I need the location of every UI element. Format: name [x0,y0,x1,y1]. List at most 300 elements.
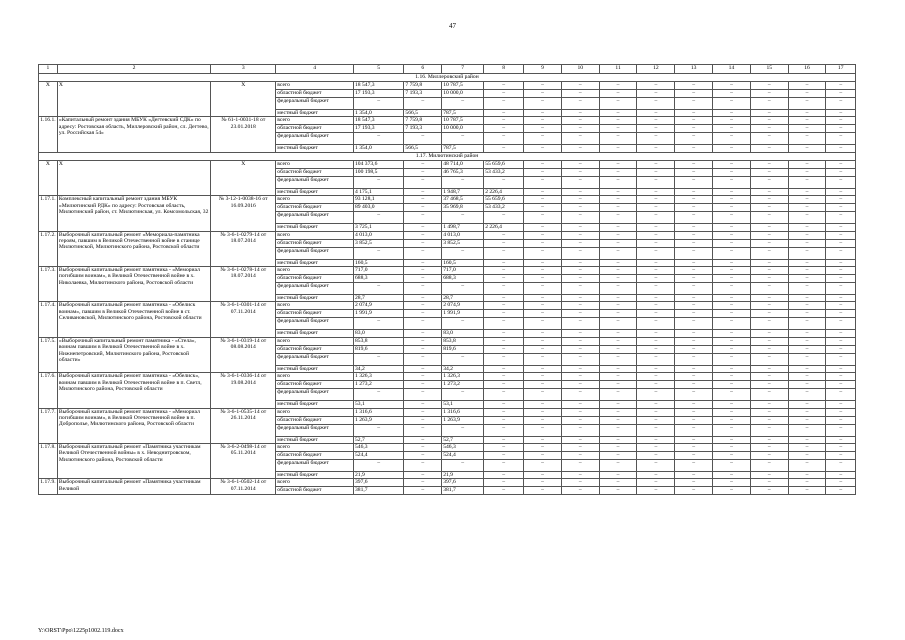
amount-cell: – [599,231,637,239]
amount-cell: – [484,479,524,487]
amount-cell: – [713,330,751,337]
amount-cell: – [484,472,524,479]
amount-cell: – [524,330,562,337]
amount-cell: 787,5 [442,110,484,117]
amount-cell: 46 765,3 [442,168,484,176]
table-row [39,408,856,416]
amount-cell: – [561,212,599,224]
amount-cell: – [404,365,442,372]
amount-cell: – [637,353,675,365]
amount-cell: – [750,353,788,365]
amount-cell: – [561,267,599,275]
amount-cell: – [404,345,442,353]
amount-cell: – [599,176,637,188]
item-document-number: № 3-6-1-0278-14 от 18.07.2014 [211,267,276,302]
amount-cell: – [442,133,484,145]
amount-cell: – [637,295,675,302]
amount-cell: 2 226,4 [484,188,524,195]
amount-cell: – [637,247,675,259]
amount-cell: – [561,133,599,145]
amount-cell: – [788,117,826,125]
amount-cell: – [561,408,599,416]
item-document-number: № 3-6-2-0498-14 от 05.11.2014 [211,444,276,479]
amount-cell: – [750,295,788,302]
amount-cell: – [675,98,713,110]
amount-cell: – [404,295,442,302]
amount-cell: – [788,345,826,353]
amount-cell: – [524,401,562,408]
amount-cell: 83,0 [354,330,404,337]
amount-cell: – [826,353,856,365]
amount-cell: – [637,389,675,401]
item-code: X [39,160,58,195]
amount-cell: 4 175,1 [354,188,404,195]
amount-cell: – [788,168,826,176]
amount-cell: – [404,424,442,436]
item-name: Выборочный капитальный ремонт памятника - «Мемориал погибшим воинам», в Великой Отечественной войне в х. Николаевка, Милютинского района, Ростовской области [57,267,210,302]
amount-cell: – [484,345,524,353]
amount-cell: – [354,98,404,110]
amount-cell: – [404,330,442,337]
amount-cell: – [354,460,404,472]
funding-source: областной бюджет [276,487,354,495]
amount-cell: – [675,389,713,401]
amount-cell: – [675,168,713,176]
column-number: 3 [211,65,276,74]
amount-cell: – [675,133,713,145]
amount-cell: – [599,373,637,381]
amount-cell: – [788,82,826,90]
amount-cell: – [484,82,524,90]
amount-cell: – [750,436,788,443]
amount-cell: – [713,295,751,302]
amount-cell: – [561,353,599,365]
amount-cell: 7 193,3 [404,125,442,133]
amount-cell: – [561,275,599,283]
amount-cell: – [637,196,675,204]
amount-cell: – [788,424,826,436]
amount-cell: – [750,110,788,117]
amount-cell: – [561,196,599,204]
amount-cell: – [599,310,637,318]
amount-cell: – [675,310,713,318]
amount-cell: – [788,110,826,117]
column-number: 4 [276,65,354,74]
amount-cell: – [826,302,856,310]
amount-cell: – [713,487,751,495]
funding-source: федеральный бюджет [276,283,354,295]
amount-cell: – [675,401,713,408]
column-number: 7 [442,65,484,74]
column-number: 14 [713,65,751,74]
amount-cell: – [484,401,524,408]
amount-cell: – [599,353,637,365]
amount-cell: – [484,408,524,416]
amount-cell: – [599,90,637,98]
amount-cell: – [599,168,637,176]
amount-cell: – [404,275,442,283]
amount-cell: – [599,408,637,416]
amount-cell: – [484,487,524,495]
amount-cell: – [599,452,637,460]
amount-cell: 1 273,2 [354,381,404,389]
amount-cell: 28,7 [354,295,404,302]
amount-cell: – [750,176,788,188]
amount-cell: – [637,472,675,479]
amount-cell: – [561,389,599,401]
amount-cell: 18 547,3 [354,82,404,90]
amount-cell: – [675,487,713,495]
amount-cell: – [713,231,751,239]
item-code: 1.17.5. [39,337,58,372]
amount-cell: 160,5 [354,259,404,266]
amount-cell: 1 354,0 [354,110,404,117]
amount-cell: – [826,176,856,188]
amount-cell: – [750,381,788,389]
amount-cell: – [599,318,637,330]
amount-cell: 546,3 [442,444,484,452]
amount-cell: – [713,408,751,416]
funding-source: всего [276,117,354,125]
amount-cell: 18 547,3 [354,117,404,125]
amount-cell: 717,0 [354,267,404,275]
amount-cell: – [675,460,713,472]
amount-cell: 381,7 [354,487,404,495]
amount-cell: – [788,133,826,145]
amount-cell: – [404,224,442,231]
amount-cell: 7 759,8 [404,117,442,125]
amount-cell: 566,5 [404,145,442,152]
amount-cell: – [404,408,442,416]
amount-cell: 17 193,3 [354,125,404,133]
amount-cell: – [404,353,442,365]
amount-cell: 34,2 [442,365,484,372]
amount-cell: – [750,345,788,353]
funding-source: всего [276,337,354,345]
funding-source: местный бюджет [276,224,354,231]
funding-source: всего [276,231,354,239]
amount-cell: – [788,373,826,381]
amount-cell: – [524,373,562,381]
amount-cell: – [788,479,826,487]
item-code: 1.17.9. [39,479,58,495]
amount-cell: – [524,98,562,110]
amount-cell: – [404,188,442,195]
amount-cell: – [826,168,856,176]
amount-cell: – [484,212,524,224]
amount-cell: – [561,160,599,168]
amount-cell: – [713,310,751,318]
amount-cell: – [442,389,484,401]
amount-cell: – [675,231,713,239]
funding-source: местный бюджет [276,295,354,302]
amount-cell: – [713,337,751,345]
amount-cell: – [675,82,713,90]
amount-cell: 524,4 [354,452,404,460]
amount-cell: 53,1 [354,401,404,408]
amount-cell: – [404,259,442,266]
amount-cell: – [524,408,562,416]
amount-cell: – [404,310,442,318]
amount-cell: – [637,117,675,125]
amount-cell: 853,8 [442,337,484,345]
amount-cell: – [788,318,826,330]
amount-cell: – [354,283,404,295]
amount-cell: – [561,302,599,310]
amount-cell: – [599,239,637,247]
amount-cell: – [750,168,788,176]
item-code: 1.17.3. [39,267,58,302]
funding-source: всего [276,408,354,416]
amount-cell: – [637,110,675,117]
amount-cell: – [637,479,675,487]
table-row [39,196,856,204]
amount-cell: 381,7 [442,487,484,495]
amount-cell: – [524,381,562,389]
amount-cell: – [675,337,713,345]
amount-cell: – [442,353,484,365]
amount-cell: – [750,337,788,345]
amount-cell: – [675,318,713,330]
item-name: Выборочный капитальный ремонт «Мемориала-памятника героям, павшим в Великой Отечественной войне в станице Милютинской, Милютинского района, Ростовской области [57,231,210,266]
amount-cell: – [524,145,562,152]
funding-source: областной бюджет [276,381,354,389]
funding-source: местный бюджет [276,436,354,443]
amount-cell: – [750,267,788,275]
amount-cell: – [561,90,599,98]
amount-cell: – [404,479,442,487]
amount-cell: – [750,275,788,283]
amount-cell: – [484,267,524,275]
amount-cell: – [524,275,562,283]
amount-cell: – [561,479,599,487]
amount-cell: – [524,318,562,330]
amount-cell: – [788,365,826,372]
amount-cell: – [713,424,751,436]
amount-cell: 28,7 [442,295,484,302]
funding-source: всего [276,479,354,487]
amount-cell: 10 787,5 [442,117,484,125]
amount-cell: – [561,204,599,212]
funding-source: федеральный бюджет [276,98,354,110]
amount-cell: – [524,125,562,133]
amount-cell: 89 403,0 [354,204,404,212]
amount-cell: – [826,259,856,266]
funding-source: областной бюджет [276,416,354,424]
amount-cell: 3 852,5 [354,239,404,247]
amount-cell: 1 273,2 [442,381,484,389]
funding-source: федеральный бюджет [276,389,354,401]
column-number: 2 [57,65,210,74]
amount-cell: – [750,389,788,401]
amount-cell: – [524,224,562,231]
amount-cell: 93 128,1 [354,196,404,204]
amount-cell: 7 193,3 [404,90,442,98]
amount-cell: – [484,90,524,98]
amount-cell: 1 991,9 [442,310,484,318]
amount-cell: 3 725,1 [354,224,404,231]
amount-cell: – [404,487,442,495]
amount-cell: – [599,160,637,168]
item-code: 1.16.1. [39,117,58,152]
amount-cell: – [484,337,524,345]
amount-cell: – [675,117,713,125]
amount-cell: – [788,212,826,224]
amount-cell: – [442,460,484,472]
amount-cell: 10 787,5 [442,82,484,90]
amount-cell: – [675,295,713,302]
amount-cell: – [826,125,856,133]
amount-cell: – [599,98,637,110]
amount-cell: – [826,196,856,204]
amount-cell: – [788,224,826,231]
amount-cell: – [599,267,637,275]
amount-cell: – [599,460,637,472]
table-row [39,302,856,310]
amount-cell: – [788,381,826,389]
amount-cell: 787,5 [442,145,484,152]
amount-cell: – [675,212,713,224]
amount-cell: – [675,424,713,436]
amount-cell: – [675,239,713,247]
amount-cell: – [561,231,599,239]
amount-cell: – [484,145,524,152]
table-row [39,337,856,345]
amount-cell: – [637,365,675,372]
amount-cell: – [561,82,599,90]
amount-cell: – [826,110,856,117]
amount-cell: – [354,318,404,330]
amount-cell: 853,8 [354,337,404,345]
amount-cell: – [713,160,751,168]
funding-source: областной бюджет [276,239,354,247]
amount-cell: – [675,452,713,460]
amount-cell: – [524,168,562,176]
amount-cell: – [637,133,675,145]
section-title-row [39,152,856,160]
item-name: «Капитальный ремонт здания МБУК «Дегтевский СДК» по адресу: Ростовская область, Миллеровский район, сл. Дегтево, ул. Российская 54» [57,117,210,152]
amount-cell: – [599,196,637,204]
amount-cell: – [826,416,856,424]
amount-cell: – [637,275,675,283]
amount-cell: – [750,416,788,424]
amount-cell: – [561,125,599,133]
amount-cell: – [484,295,524,302]
amount-cell: – [637,82,675,90]
item-name: Выборочный капитальный ремонт «Памятника участникам Великой Отечественной войны» в х. Неводнитровском, Милютинского района, Ростовской области [57,444,210,479]
amount-cell: – [524,487,562,495]
amount-cell: – [637,373,675,381]
column-number: 9 [524,65,562,74]
amount-cell: – [788,259,826,266]
amount-cell: – [524,345,562,353]
funding-source: всего [276,302,354,310]
item-name: Выборочный капитальный ремонт «Памятника участникам Великой [57,479,210,495]
amount-cell: – [561,381,599,389]
amount-cell: – [675,267,713,275]
amount-cell: – [599,381,637,389]
amount-cell: – [599,389,637,401]
amount-cell: – [750,401,788,408]
amount-cell: – [637,381,675,389]
amount-cell: – [599,224,637,231]
amount-cell: – [404,389,442,401]
amount-cell: 819,6 [354,345,404,353]
page-number: 47 [449,22,456,30]
amount-cell: – [750,239,788,247]
amount-cell: – [750,98,788,110]
amount-cell: – [404,204,442,212]
amount-cell: – [826,224,856,231]
amount-cell: – [826,460,856,472]
amount-cell: – [524,212,562,224]
amount-cell: 55 659,6 [484,196,524,204]
amount-cell: – [599,212,637,224]
amount-cell: – [599,188,637,195]
amount-cell: – [713,176,751,188]
amount-cell: – [713,90,751,98]
amount-cell: – [826,267,856,275]
amount-cell: – [524,239,562,247]
amount-cell: – [599,259,637,266]
amount-cell: – [750,479,788,487]
amount-cell: – [524,295,562,302]
item-code: 1.17.4. [39,302,58,337]
amount-cell: – [484,117,524,125]
amount-cell: 688,3 [442,275,484,283]
amount-cell: – [599,424,637,436]
amount-cell: – [826,424,856,436]
amount-cell: – [561,424,599,436]
amount-cell: – [404,452,442,460]
amount-cell: – [713,365,751,372]
amount-cell: – [561,259,599,266]
amount-cell: – [826,381,856,389]
amount-cell: 21,9 [442,472,484,479]
amount-cell: – [404,247,442,259]
amount-cell: – [750,231,788,239]
amount-cell: – [637,259,675,266]
amount-cell: 1 354,0 [354,145,404,152]
amount-cell: – [788,275,826,283]
funding-source: всего [276,82,354,90]
amount-cell: – [404,196,442,204]
amount-cell: 1 948,7 [442,188,484,195]
amount-cell: – [524,247,562,259]
amount-cell: – [713,247,751,259]
item-document-number: № 61-1-0031-18 от 23.01.2018 [211,117,276,152]
amount-cell: 2 074,9 [354,302,404,310]
amount-cell: – [561,444,599,452]
amount-cell: – [484,381,524,389]
amount-cell: – [524,365,562,372]
amount-cell: – [788,295,826,302]
amount-cell: – [524,204,562,212]
amount-cell: 53 433,2 [484,204,524,212]
amount-cell: – [675,247,713,259]
item-name: Комплексный капитальный ремонт здания МБУК «Милютинский РДК» по адресу: Ростовская область, Милютинский район, ст. Милютинская, ул. Комсомольская, 32 [57,196,210,231]
amount-cell: – [675,160,713,168]
item-name: Выборочный капитальный ремонт памятника - «Обелиск», воинам павшим в Великой Отечественной войне в п. Светл, Милютинского района, Ростовской области [57,373,210,408]
amount-cell: – [750,452,788,460]
amount-cell: – [524,110,562,117]
table-row [39,231,856,239]
amount-cell: – [484,176,524,188]
amount-cell: – [826,212,856,224]
amount-cell: – [442,247,484,259]
amount-cell: – [484,98,524,110]
amount-cell: – [675,472,713,479]
